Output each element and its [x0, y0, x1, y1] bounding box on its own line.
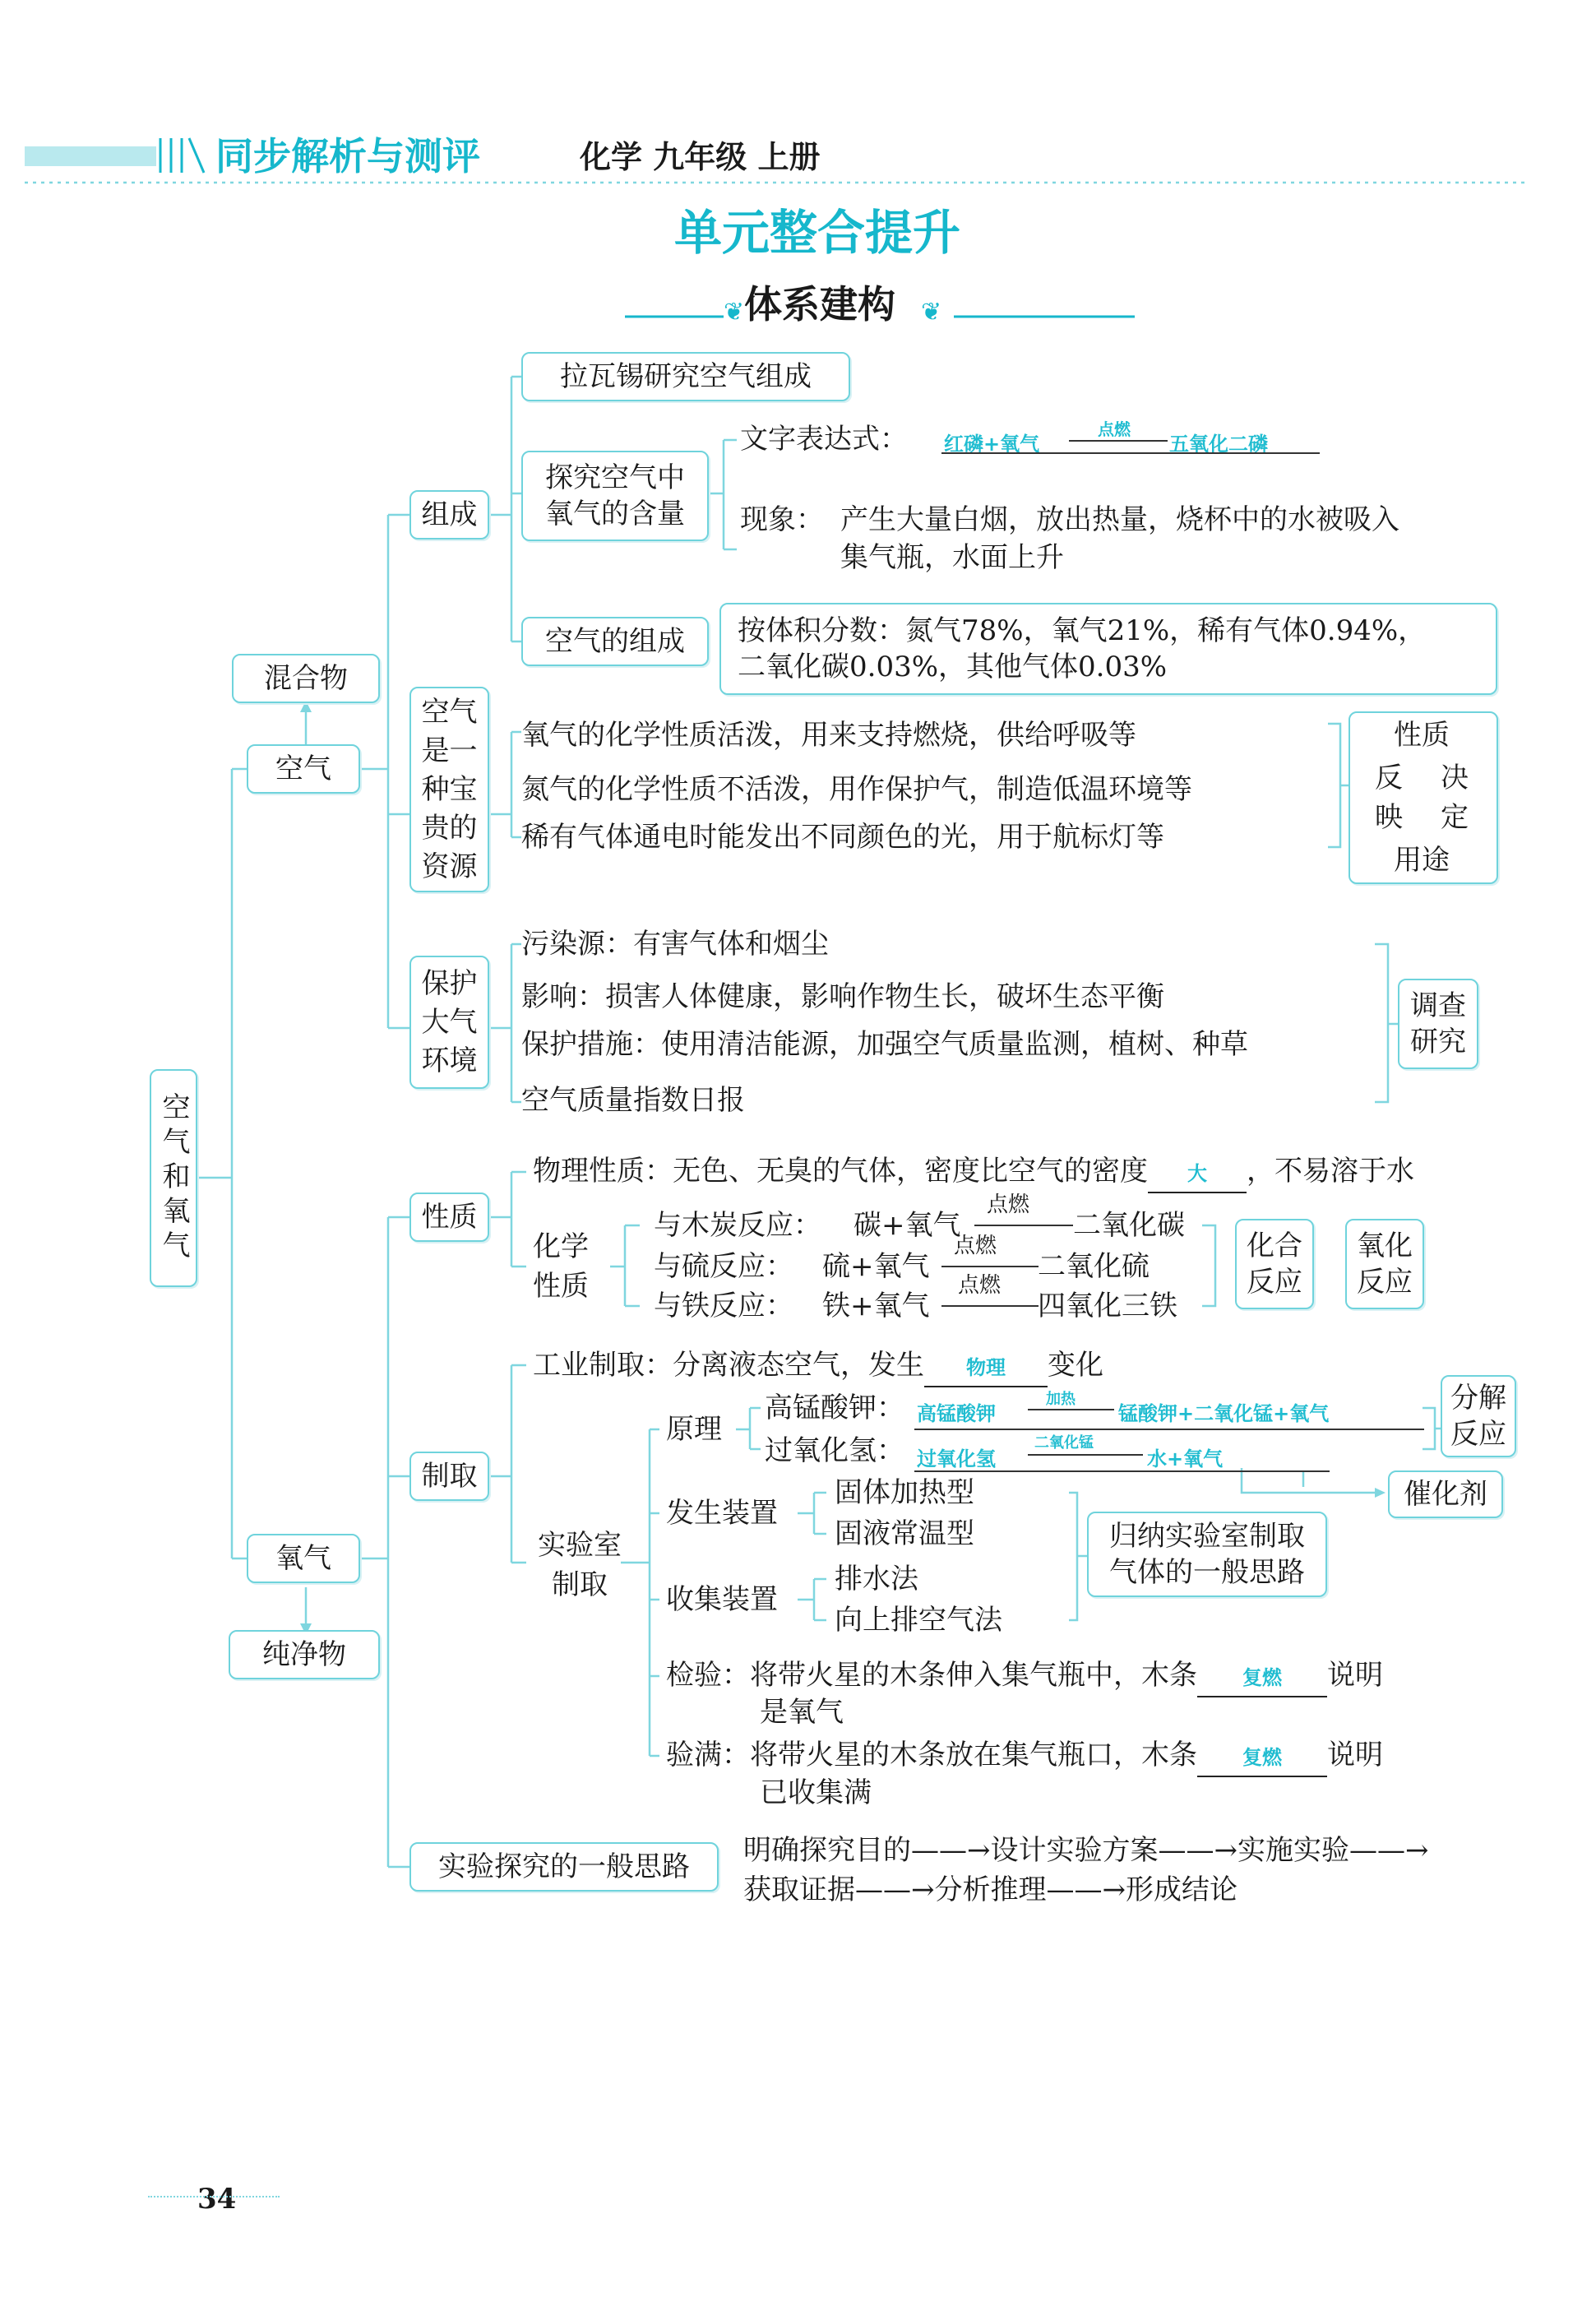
reaction1-arrow: [974, 1225, 1073, 1226]
explore-node: 探究空气中氧气的含量: [521, 451, 709, 541]
oxygen-node: 氧气: [247, 1534, 360, 1583]
subject-label: 化学 九年级 上册: [580, 138, 821, 175]
chem-label: 化学性质: [533, 1230, 589, 1303]
h2o2-product: 水+氧气: [1147, 1447, 1224, 1470]
oxidation-node: 氧化反应: [1345, 1219, 1424, 1309]
phenomenon-label: 现象：: [740, 503, 824, 536]
kmno4-condition: 加热: [1046, 1391, 1076, 1408]
composition-node: 组成: [409, 490, 489, 540]
reaction3-right: 四氧化三铁: [1038, 1290, 1177, 1322]
reaction3-left: 铁+氧气: [822, 1290, 930, 1322]
principle-label: 原理: [666, 1413, 722, 1446]
inquiry-line2: 获取证据——→分析推理——→形成结论: [743, 1873, 1237, 1906]
expression-product: 五氧化二磷: [1169, 433, 1268, 456]
generator-1: 固体加热型: [835, 1476, 974, 1509]
property-node: 性质: [409, 1192, 489, 1242]
prop-label: 性质: [1394, 719, 1450, 752]
expression-condition: 点燃: [1098, 419, 1131, 439]
measures-text: 保护措施：使用清洁能源，加强空气质量监测，植树、种草: [521, 1028, 1248, 1061]
decide-label: 决定: [1441, 762, 1469, 834]
use-label: 用途: [1394, 844, 1450, 877]
resource-node: 空气是一种宝贵的资源: [409, 687, 489, 892]
kmno4-label: 高锰酸钾：: [765, 1392, 904, 1424]
expression-underline: [941, 452, 1320, 454]
section-ornament-left-icon: ❦: [724, 298, 745, 326]
h2o2-arrow: [1028, 1454, 1143, 1456]
volume-fraction-box: 按体积分数：氮气78%，氧气21%，稀有气体0.94%， 二氧化碳0.03%，其他气体0.03%: [719, 603, 1497, 695]
decomposition-node: 分解反应: [1441, 1375, 1516, 1457]
root-node: 空气和氧气: [150, 1069, 197, 1287]
reaction1-label: 与木炭反应：: [654, 1209, 821, 1242]
lab-label: 实验室制取: [538, 1529, 622, 1601]
full-text: 验满：将带火星的木条放在集气瓶口，木条 复燃 说明: [666, 1737, 1383, 1777]
reaction2-left: 硫+氧气: [822, 1250, 930, 1283]
reaction3-condition: 点燃: [958, 1273, 1002, 1298]
kmno4-product: 锰酸钾+二氧化锰+氧气: [1118, 1402, 1330, 1425]
reflect-label: 反映: [1375, 762, 1403, 834]
reaction2-arrow: [941, 1266, 1039, 1267]
reaction2-condition: 点燃: [954, 1234, 997, 1258]
prep-node: 制取: [409, 1452, 489, 1501]
generator-2: 固液常温型: [835, 1517, 974, 1550]
reaction1-left: 碳+氧气: [854, 1209, 961, 1242]
h2o2-reactant: 过氧化氢: [917, 1447, 996, 1470]
resource-line1: 氧气的化学性质活泼，用来支持燃烧，供给呼吸等: [521, 719, 1136, 752]
generator-label: 发生装置: [666, 1497, 778, 1530]
collector-2: 向上排空气法: [835, 1604, 1002, 1637]
effect-text: 影响：损害人体健康，影响作物生长，破坏生态平衡: [521, 980, 1164, 1013]
collector-label: 收集装置: [666, 1583, 778, 1616]
section-title: 体系建构: [744, 282, 895, 326]
full-line2: 已收集满: [760, 1776, 872, 1809]
kmno4-reactant: 高锰酸钾: [917, 1402, 996, 1425]
reaction3-arrow: [941, 1305, 1039, 1307]
page-number: 34: [197, 2183, 237, 2216]
collector-1: 排水法: [835, 1563, 918, 1595]
combination-node: 化合反应: [1235, 1219, 1314, 1309]
page-number-deco: [148, 2196, 280, 2197]
lavoisier-node: 拉瓦锡研究空气组成: [521, 352, 850, 401]
aqi-text: 空气质量指数日报: [521, 1084, 745, 1117]
air-node: 空气: [247, 744, 360, 794]
reaction3-label: 与铁反应：: [654, 1290, 793, 1322]
phenomenon-line1: 产生大量白烟，放出热量，烧杯中的水被吸入: [840, 503, 1399, 536]
summary-node: 归纳实验室制取气体的一般思路: [1087, 1512, 1327, 1597]
kmno4-underline: [914, 1429, 1424, 1430]
expression-reactant: 红磷+氧气: [944, 433, 1040, 456]
phenomenon-line2: 集气瓶，水面上升: [840, 541, 1064, 574]
page-title: 单元整合提升: [674, 205, 961, 261]
resource-line2: 氮气的化学性质不活泼，用作保护气，制造低温环境等: [521, 773, 1192, 806]
h2o2-underline: [914, 1470, 1330, 1472]
resource-line3: 稀有气体通电时能发出不同颜色的光，用于航标灯等: [521, 821, 1164, 854]
series-title: 同步解析与测评: [215, 134, 480, 178]
reaction1-right: 二氧化碳: [1073, 1209, 1185, 1242]
protect-node: 保护大气环境: [409, 956, 489, 1089]
pollution-text: 污染源：有害气体和烟尘: [521, 928, 829, 961]
reaction1-condition: 点燃: [987, 1192, 1030, 1217]
pure-node: 纯净物: [229, 1630, 380, 1679]
mixture-node: 混合物: [232, 654, 380, 703]
survey-node: 调查研究: [1398, 979, 1478, 1069]
test-text: 检验：将带火星的木条伸入集气瓶中，木条 复燃 说明: [666, 1657, 1383, 1697]
h2o2-label: 过氧化氢：: [765, 1434, 904, 1467]
reaction2-label: 与硫反应：: [654, 1250, 793, 1283]
test-line2: 是氧气: [760, 1696, 844, 1729]
inquiry-node: 实验探究的一般思路: [409, 1842, 719, 1892]
section-ornament-right-icon: ❦: [921, 298, 942, 326]
reaction2-right: 二氧化硫: [1038, 1250, 1150, 1283]
industrial-text: 工业制取：分离液态空气，发生 物理 变化: [533, 1347, 1103, 1387]
kmno4-arrow: [1028, 1409, 1114, 1410]
catalyst-node: 催化剂: [1388, 1470, 1503, 1518]
inquiry-line1: 明确探究目的——→设计实验方案——→实施实验——→: [743, 1834, 1429, 1867]
air-composition-node: 空气的组成: [521, 617, 709, 666]
h2o2-condition: 二氧化锰: [1034, 1434, 1094, 1452]
expression-label: 文字表达式：: [740, 423, 908, 456]
expression-arrow: [1069, 440, 1168, 442]
physical-text: 物理性质：无色、无臭的气体，密度比空气的密度 大 ，不易溶于水: [533, 1153, 1414, 1193]
